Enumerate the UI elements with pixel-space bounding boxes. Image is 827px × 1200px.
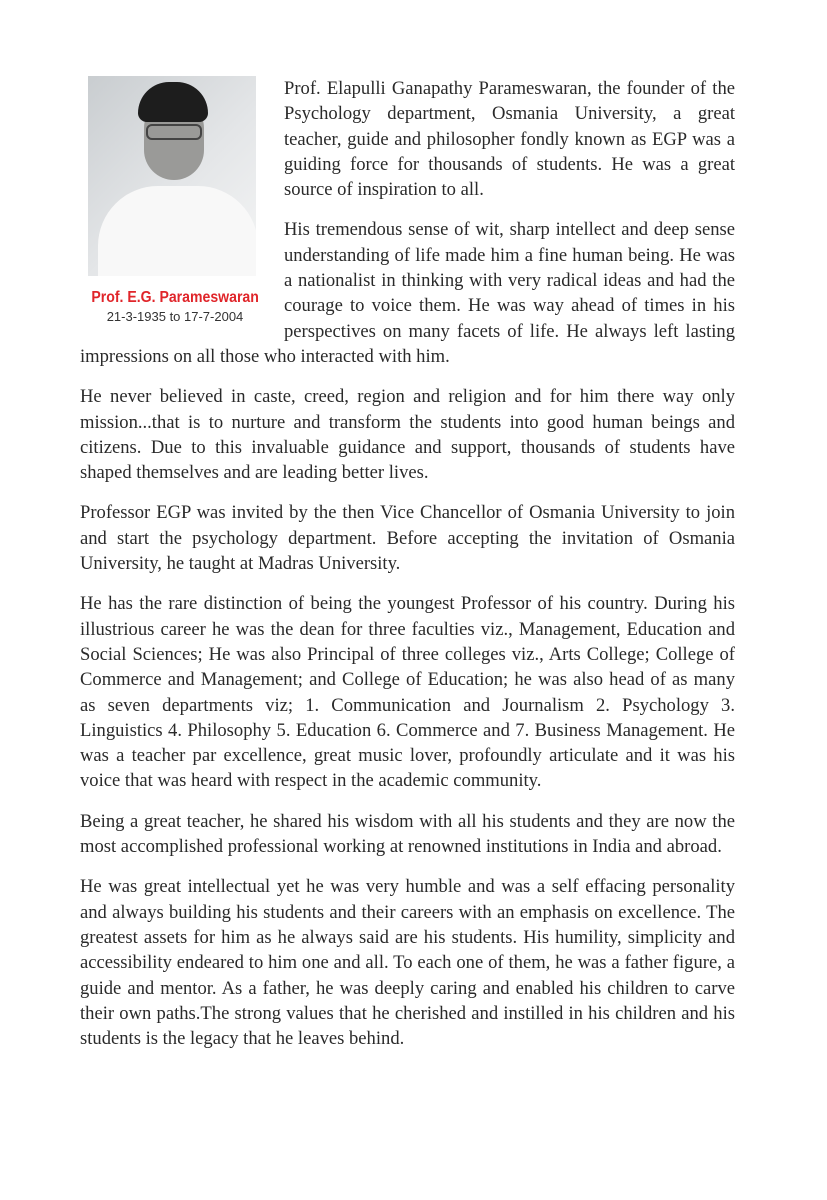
paragraph-wit: His tremendous sense of wit, sharp intellect and deep sense understanding of life made him a fine human being. He was a nationalist in thinking with very radical ideas and had the courage to voice them. He was way ahead of times in his perspectives on many facets of life. He always left lasting impressions on all those who interacted with him. bbox=[80, 219, 735, 367]
portrait-shirt bbox=[98, 186, 256, 276]
paragraph-legacy: He was great intellectual yet he was very humble and was a self effacing personality and always building his students and their careers with an emphasis on excellence. The greatest assets for him as he always said are his students. His humility, simplicity and accessibility endeared to him one and all. To each one of them, he was a father figure, a guide and mentor. As a father, he was deeply caring and enabled his children to carve their own paths.The strong values that he cherished and instilled in his children and his students is the legacy that he leaves behind. bbox=[80, 876, 735, 1050]
profile-block bbox=[80, 76, 270, 338]
profile-dates: 21-3-1935 to 17-7-2004 bbox=[106, 309, 244, 324]
paragraph-career: He has the rare distinction of being the youngest Professor of his country. During his illustrious career he was the dean for three faculties viz., Management, Education and Social Sciences; He was also Principal of three colleges viz., Arts College; College of Commerce and Management; and College of Education; he was also head of as many as seven departments viz; 1. Communication and Journalism 2. Psychology 3. Linguistics 4. Philosophy 5. Education 6. Commerce and 7. Business Management. He was a teacher par excellence, great music lover, profoundly articulate and it was his voice that was heard with respect in the academic community. bbox=[80, 593, 735, 792]
paragraph-teacher: Being a great teacher, he shared his wisdom with all his students and they are now the most accomplished professional working at renowned institutions in India and abroad. bbox=[80, 810, 735, 858]
profile-name: Prof. E.G. Parameswaran bbox=[91, 289, 259, 306]
paragraph-invitation: Professor EGP was invited by the then Vice Chancellor of Osmania University to join and start the psychology department. Before accepting the invitation of Osmania University, he taught at Madras University. bbox=[80, 502, 735, 575]
portrait-hair bbox=[138, 82, 208, 122]
portrait-photo bbox=[88, 76, 256, 276]
paragraph-intro: Prof. Elapulli Ganapathy Parameswaran, the founder of the Psychology department, Osmania University, a great teacher, guide and philosopher fondly known as EGP was a guiding force for thousands of students. He was a great source of inspiration to all. bbox=[284, 78, 735, 201]
paragraph-beliefs: He never believed in caste, creed, region and religion and for him there way only mission...that is to nurture and transform the students into good human beings and citizens. Due to this invaluable guidance and support, thousands of students have shaped themselves and are leading better lives. bbox=[80, 386, 735, 484]
portrait-glasses bbox=[146, 124, 202, 140]
document-page bbox=[80, 76, 735, 1066]
